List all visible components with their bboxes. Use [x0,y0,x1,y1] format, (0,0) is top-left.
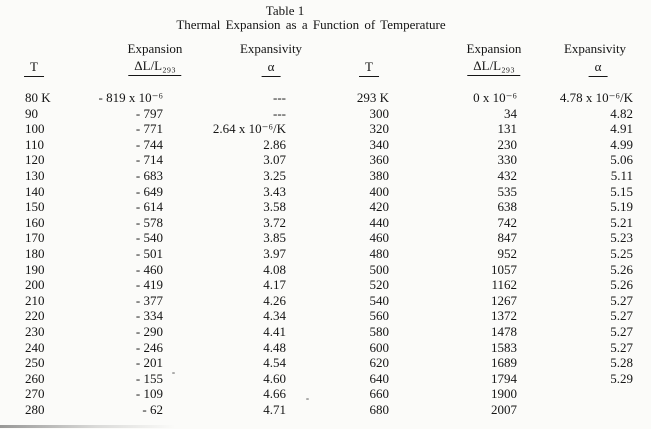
table-cell-t2: 420 [369,199,389,215]
table-cell-t2: 340 [369,136,389,152]
table-cell-t1: 170 [25,230,45,246]
table-cell-exp2: 638 [497,199,517,215]
table-cell-exp1: - 334 [135,308,163,324]
table-cell-t2: 300 [369,105,389,121]
table-cell-a2: 4.78 x 10⁻⁶/K [559,90,633,105]
table-cell-exp2: 2007 [491,401,517,417]
table-cell-t1: 250 [25,355,45,371]
table-cell-t2: 540 [369,292,389,308]
table-cell-a2: 5.15 [610,183,633,199]
table-cell-exp1: - 62 [142,401,163,417]
table-cell-a2: 5.21 [610,214,633,230]
table-cell-a1: 4.54 [263,355,286,371]
table-cell-exp1: - 771 [135,121,163,137]
table-cell-a2: 5.27 [610,292,633,308]
table-cell-a2: 5.25 [610,245,633,261]
table-cell-a2 [516,402,633,418]
scan-speck [306,398,309,400]
table-cell-t2: 440 [369,214,389,230]
table-cell-a1: 3.85 [263,230,286,246]
table-cell-exp2: 742 [497,214,517,230]
table-cell-a2: 5.26 [610,261,633,277]
table-cell-a1: --- [273,90,286,105]
header-expansivity-left: Expansivity [239,41,303,56]
table-cell-exp2: 0 x 10⁻⁶ [473,90,517,105]
header-expansion-right: Expansion [466,41,522,56]
table-cell-a1: 4.71 [263,401,286,417]
table-cell-t2: 380 [369,167,389,183]
table-cell-exp2: 1794 [491,370,517,386]
table-cell-a2: 4.99 [610,136,633,152]
table-title: Table 1 [265,3,305,18]
table-cell-exp1: - 540 [135,230,163,246]
table-cell-t1: 230 [25,323,45,339]
table-cell-a1: 4.66 [263,386,286,402]
header-expansion-left: Expansion [127,41,183,56]
table-cell-exp2: 432 [497,167,517,183]
table-cell-t1: 160 [25,214,45,230]
table-cell-t1: 150 [25,199,45,215]
table-cell-a1: 4.17 [263,277,286,293]
scan-speck [172,372,175,374]
table-cell-t2: 320 [369,121,389,137]
table-cell-t1: 130 [25,167,45,183]
table-cell-t1: 180 [25,245,45,261]
table-cell-t1: 140 [25,183,45,199]
header-temperature-left: T [24,59,44,77]
table-cell-t2: 500 [369,261,389,277]
table-subtitle: Thermal Expansion as a Function of Temperature [176,17,446,32]
table-cell-exp1: - 714 [135,152,163,168]
table-cell-exp2: 1057 [491,261,517,277]
table-cell-exp1: - 419 [135,277,163,293]
table-cell-a1: 4.26 [263,292,286,308]
table-cell-exp2: 1478 [491,323,517,339]
table-cell-a1: 3.72 [263,214,286,230]
table-cell-exp1: - 246 [135,339,163,355]
table-cell-exp2: 847 [497,230,517,246]
table-cell-a2: 4.82 [610,105,633,121]
table-cell-t2: 520 [369,277,389,293]
table-cell-t2: 400 [369,183,389,199]
table-cell-exp2: 1689 [491,355,517,371]
table-cell-t2: 560 [369,308,389,324]
col-expansivity-right [516,90,633,417]
table-cell-exp1: - 290 [135,323,163,339]
table-cell-a2: 5.11 [610,167,633,183]
table-cell-a2: 5.26 [610,277,633,293]
table-cell-a2: 5.27 [610,339,633,355]
header-expansivity-right: Expansivity [563,41,627,56]
header-temperature-right: T [359,59,379,77]
table-cell-a1: 3.43 [263,183,286,199]
table-cell-a1: 2.64 x 10⁻⁶/K [212,121,286,137]
table-cell-exp2: 131 [497,121,517,137]
table-cell-exp1: - 109 [135,386,163,402]
table-cell-t1: 210 [25,292,45,308]
table-cell-exp1: - 501 [135,245,163,261]
table-cell-exp1: - 797 [135,105,163,121]
table-cell-a2: 5.06 [610,152,633,168]
table-cell-t2: 460 [369,230,389,246]
table-cell-t1: 120 [25,152,45,168]
table-cell-a2: 5.27 [610,308,633,324]
table-cell-t2: 660 [369,386,389,402]
header-alpha-left: α [262,59,281,77]
col-temperature-right [330,90,389,417]
table-cell-t2: 360 [369,152,389,168]
table-cell-a2: 5.19 [610,199,633,215]
table-cell-a2: 5.23 [610,230,633,246]
table-cell-t1: 200 [25,277,45,293]
table-cell-t1: 190 [25,261,45,277]
scan-artifact-bottom [0,425,175,428]
table-cell-exp2: 1372 [491,308,517,324]
table-cell-a1: 4.48 [263,339,286,355]
table-cell-exp2: 1583 [491,339,517,355]
table-cell-t1: 270 [25,386,45,402]
table-cell-t2: 480 [369,245,389,261]
table-cell-t2: 600 [369,339,389,355]
table-cell-exp1: - 578 [135,214,163,230]
table-cell-t2: 580 [369,323,389,339]
col-expansivity-left [167,90,286,417]
col-expansion-right [400,90,517,417]
table-cell-t2: 293 K [356,90,389,105]
table-cell-a1: 4.34 [263,308,286,324]
table-cell-t1: 280 [25,401,45,417]
table-cell-exp1: - 649 [135,183,163,199]
table-cell-a1: 4.08 [263,261,286,277]
table-cell-exp1: - 744 [135,136,163,152]
table-cell-exp1: - 614 [135,199,163,215]
table-cell-exp1: - 683 [135,167,163,183]
table-cell-exp1: - 155 [135,370,163,386]
table-cell-t2: 620 [369,355,389,371]
table-cell-a1: 3.07 [263,152,286,168]
table-cell-t1: 260 [25,370,45,386]
table-cell-a1: --- [273,105,286,121]
header-dl-l293-left: ΔL/L₂₉₃ [128,58,181,76]
table-cell-a1: 3.97 [263,245,286,261]
table-cell-exp1: - 460 [135,261,163,277]
table-cell-t1: 100 [25,121,45,137]
table-cell-exp2: 1900 [491,386,517,402]
table-cell-t1: 110 [25,136,45,152]
table-cell-a1: 3.58 [263,199,286,215]
table-cell-a1: 2.86 [263,136,286,152]
table-cell-a2: 5.29 [610,370,633,386]
table-cell-exp2: 952 [497,245,517,261]
table-cell-exp2: 1267 [491,292,517,308]
table-cell-exp1: - 819 x 10⁻⁶ [98,90,163,105]
table-cell-t1: 90 [25,105,38,121]
table-cell-t1: 80 K [25,90,51,105]
table-cell-t2: 640 [369,370,389,386]
col-expansion-left [63,90,163,417]
table-cell-exp1: - 377 [135,292,163,308]
table-cell-exp2: 535 [497,183,517,199]
header-alpha-right: α [589,59,608,77]
table-cell-t1: 220 [25,308,45,324]
header-dl-l293-right: ΔL/L₂₉₃ [467,58,520,76]
table-cell-exp2: 330 [497,152,517,168]
table-cell-t1: 240 [25,339,45,355]
table-cell-a1: 4.60 [263,370,286,386]
table-cell-exp2: 34 [504,105,517,121]
table-cell-exp1: - 201 [135,355,163,371]
table-cell-exp2: 1162 [491,277,517,293]
table-cell-a1: 4.41 [263,323,286,339]
table-cell-a2 [516,386,633,402]
table-cell-a2: 5.28 [610,355,633,371]
table-cell-a1: 3.25 [263,167,286,183]
table-cell-t2: 680 [369,401,389,417]
table-cell-a2: 4.91 [610,121,633,137]
table-cell-a2: 5.27 [610,323,633,339]
table-cell-exp2: 230 [497,136,517,152]
